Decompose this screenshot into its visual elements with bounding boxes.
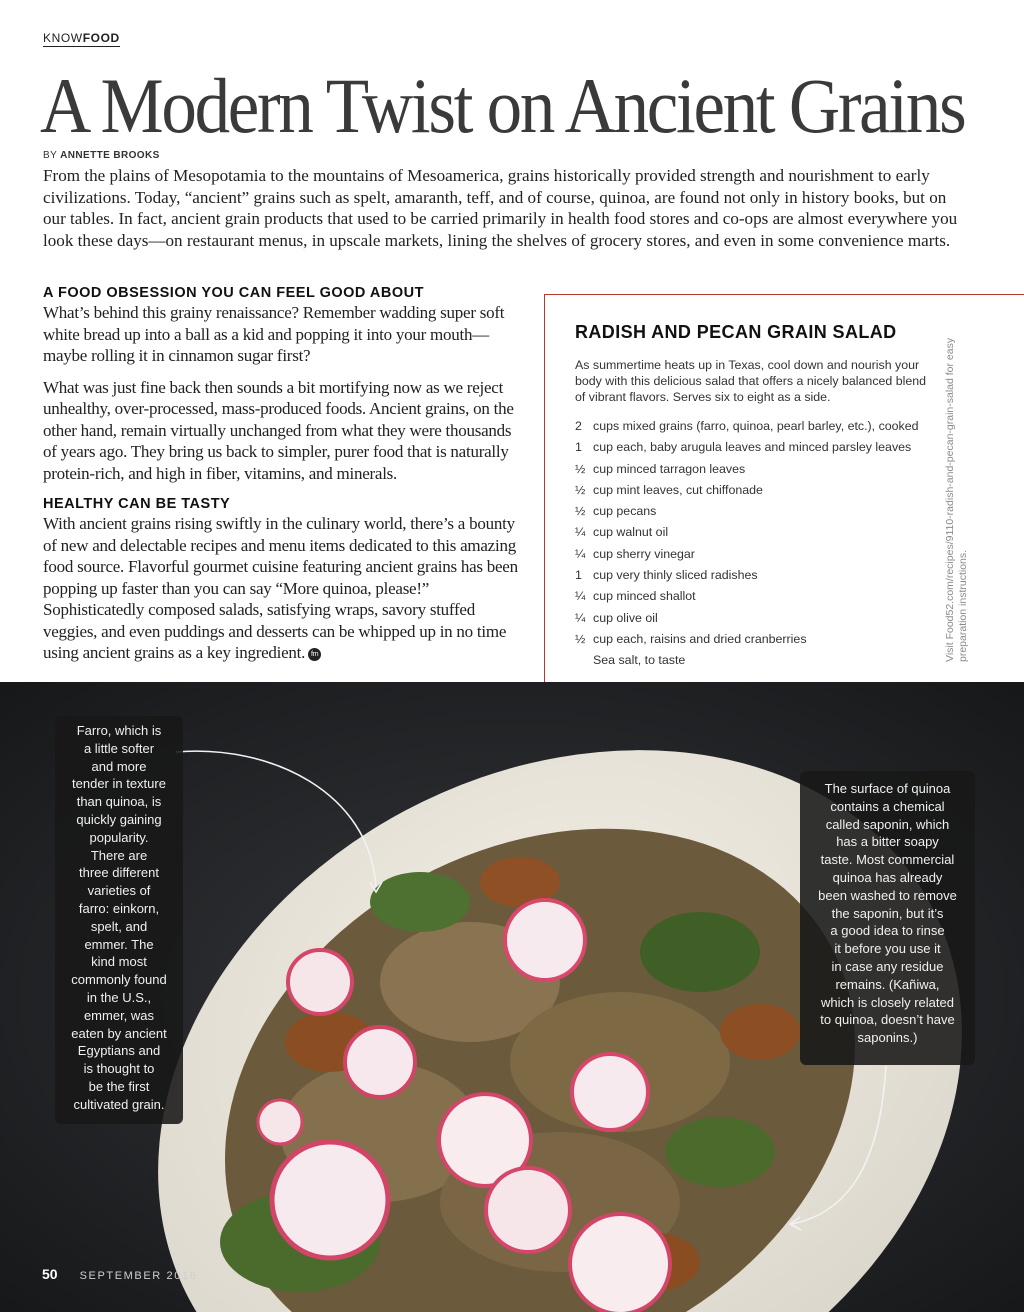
byline-prefix: BY bbox=[43, 150, 57, 161]
byline bbox=[43, 150, 160, 161]
kicker-food: FOOD bbox=[82, 31, 120, 45]
kicker-know: KNOW bbox=[43, 31, 83, 45]
ingredient-qty: ½ bbox=[575, 631, 586, 646]
byline-author: ANNETTE BROOKS bbox=[60, 150, 160, 161]
article-body bbox=[43, 284, 523, 664]
ingredient-qty: 2 bbox=[575, 419, 582, 433]
side-note-line: preparation instructions. bbox=[957, 549, 969, 662]
quinoa-callout: The surface of quinoa contains a chemical called saponin, which has a bitter soapy taste. Most commercial quinoa has already been washed to remove the saponin, but it’s a good idea to rinse it before you use it in case any residue remains. (Kañiwa, which is closely related to quinoa, doesn’t have saponins.) bbox=[800, 771, 975, 1065]
ingredient-qty: ¼ bbox=[575, 546, 586, 561]
ingredient-row bbox=[575, 565, 935, 586]
section-heading-tasty: HEALTHY CAN BE TASTY bbox=[43, 496, 231, 512]
ingredient-qty: ¼ bbox=[575, 610, 586, 625]
ingredient-row bbox=[575, 480, 935, 501]
recipe-title: RADISH AND PECAN GRAIN SALAD bbox=[575, 322, 897, 342]
ingredient-item: cup each, raisins and dried cranberries bbox=[593, 631, 807, 646]
ingredient-qty: 1 bbox=[575, 440, 582, 455]
recipe-frame-top-rule bbox=[544, 294, 1024, 295]
ingredient-row bbox=[575, 501, 935, 522]
article-title: A Modern Twist on Ancient Grains bbox=[40, 62, 965, 149]
farro-callout: Farro, which is a little softer and more tender in texture than quinoa, is quickly gaining popularity. There are three different varieties of farro: einkorn, spelt, and emmer. The kind most commonly found in the U.S., emmer, was eaten by ancient Egyptians and is thought to be the first cultivated grain. bbox=[55, 716, 183, 1124]
ingredient-qty: ½ bbox=[575, 482, 586, 497]
ingredient-item: cup minced shallot bbox=[593, 589, 696, 604]
ingredient-item: Sea salt, to taste bbox=[593, 653, 686, 668]
ingredient-qty: ½ bbox=[575, 461, 586, 476]
ingredient-qty: ¼ bbox=[575, 589, 586, 604]
ingredient-row bbox=[575, 416, 935, 437]
ingredient-qty bbox=[575, 650, 593, 671]
ingredient-qty: ½ bbox=[575, 504, 586, 519]
body-paragraph: What’s behind this grainy renaissance? Remember wadding super soft white bread up into a ball as a kid and popping it into your mouth—maybe rolling it in cinnamon sugar first? bbox=[43, 303, 505, 365]
body-paragraph bbox=[43, 513, 523, 664]
ingredient-item: cup each, baby arugula leaves and minced parsley leaves bbox=[593, 440, 912, 455]
ingredient-qty: ¼ bbox=[575, 525, 586, 540]
ingredient-row bbox=[575, 437, 935, 458]
section-kicker bbox=[43, 31, 120, 47]
recipe-box bbox=[575, 322, 935, 672]
body-paragraph-text: With ancient grains rising swiftly in the culinary world, there’s a bounty of new and delectable recipes and menu items dedicated to this amazing food source. Flavorful gourmet cuisine featuring ancient grains has been popping up faster than you can say “More quinoa, please!” Sophisticatedly composed salads, satisfying wraps, savory stuffed veggies, and even puddings and desserts can be whipped up in no time using ancient grains as a key ingredient. bbox=[43, 514, 518, 662]
page-folio bbox=[42, 1266, 197, 1284]
ingredient-row bbox=[575, 522, 935, 543]
side-note-line: Visit Food52.com/recipes/9110-radish-and-pecan-grain-salad for easy bbox=[944, 337, 956, 662]
ingredient-item: cup sherry vinegar bbox=[593, 546, 695, 561]
issue-date: SEPTEMBER 2016 bbox=[79, 1270, 198, 1282]
ingredient-item: cup minced tarragon leaves bbox=[593, 461, 746, 476]
ingredient-item: cup very thinly sliced radishes bbox=[593, 568, 758, 583]
ingredient-row bbox=[575, 650, 935, 671]
end-mark-icon: fm bbox=[308, 648, 321, 661]
ingredient-item: cup olive oil bbox=[593, 610, 658, 625]
ingredient-item: cups mixed grains (farro, quinoa, pearl barley, etc.), cooked bbox=[593, 419, 919, 433]
ingredient-item: cup pecans bbox=[593, 504, 657, 519]
recipe-side-note bbox=[944, 337, 1024, 662]
section-heading-obsession: A FOOD OBSESSION YOU CAN FEEL GOOD ABOUT bbox=[43, 285, 424, 301]
ingredient-row bbox=[575, 608, 935, 629]
intro-paragraph: From the plains of Mesopotamia to the mountains of Mesoamerica, grains historically provided strength and nourishment to early civilizations. Today, “ancient” grains such as spelt, amaranth, teff, and of course, quinoa, are found not only in history books, but on our tables. In fact, ancient grain products that used to be carried primarily in health food stores and co-ops are almost everywhere you look these days—on restaurant menus, in upscale markets, lining the shelves of grocery stores, and even in some convenience marts. bbox=[43, 166, 958, 250]
ingredient-row bbox=[575, 629, 935, 650]
ingredient-row bbox=[575, 544, 935, 565]
ingredient-row bbox=[575, 586, 935, 607]
ingredient-item: cup walnut oil bbox=[593, 525, 669, 540]
ingredient-list bbox=[575, 416, 935, 672]
ingredient-row bbox=[575, 459, 935, 480]
ingredient-qty: 1 bbox=[575, 568, 582, 583]
recipe-description: As summertime heats up in Texas, cool down and nourish your body with this delicious salad that offers a nicely balanced blend of vibrant flavors. Serves six to eight as a side. bbox=[575, 358, 927, 404]
page-number: 50 bbox=[42, 1266, 58, 1282]
ingredient-item: cup mint leaves, cut chiffonade bbox=[593, 482, 763, 497]
body-paragraph: What was just fine back then sounds a bit mortifying now as we reject unhealthy, over-processed, mass-produced foods. Ancient grains, on the other hand, remain virtually unchanged from what they were thousands of years ago. They bring us back to simpler, purer food that is naturally protein-rich, and high in fiber, vitamins, and minerals. bbox=[43, 377, 514, 483]
